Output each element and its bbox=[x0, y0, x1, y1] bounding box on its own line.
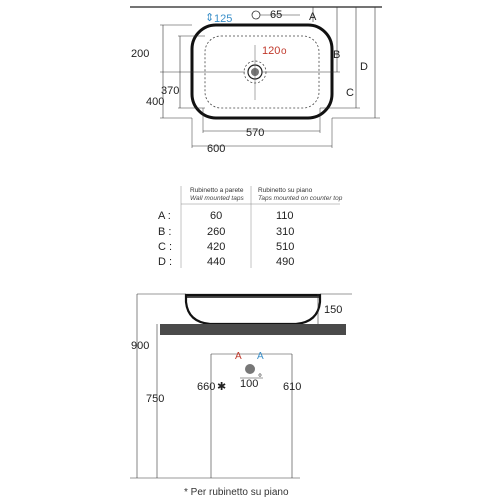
row-wall-value: 440 bbox=[207, 256, 226, 268]
letter-a: A bbox=[309, 11, 317, 23]
dim-counter-height: 750 bbox=[146, 393, 165, 405]
dim-drain-height: 660 bbox=[197, 381, 216, 393]
marker-red: A bbox=[235, 351, 242, 362]
countertop bbox=[160, 324, 346, 335]
marker-blue: A bbox=[257, 351, 264, 362]
asterisk-mark: ✱ bbox=[217, 381, 227, 393]
dim-depth-inner: 370 bbox=[161, 85, 180, 97]
dim-drain-height-b: 610 bbox=[283, 381, 302, 393]
dim-drain-offset: 100 bbox=[240, 378, 259, 390]
row-counter-value: 310 bbox=[276, 226, 295, 238]
table-col1-header: Rubinetto a parete bbox=[190, 187, 244, 194]
dim-tap-blue: 125 bbox=[214, 13, 233, 25]
row-counter-value: 510 bbox=[276, 241, 295, 253]
tap-hole-icon bbox=[252, 11, 260, 19]
table-row bbox=[158, 210, 294, 222]
row-label: D : bbox=[158, 256, 173, 268]
table-row bbox=[158, 256, 294, 268]
dim-inner-red: 120 bbox=[262, 45, 281, 57]
letter-b: B bbox=[333, 49, 341, 61]
up-down-arrow-icon: ⇕ bbox=[205, 12, 215, 24]
dim-total-height: 900 bbox=[131, 340, 150, 352]
row-counter-value: 110 bbox=[276, 210, 294, 222]
drain-outlet bbox=[245, 364, 255, 374]
letter-c: C bbox=[346, 87, 354, 99]
row-label: C : bbox=[158, 241, 173, 253]
row-label: B : bbox=[158, 226, 172, 238]
table-row bbox=[158, 241, 294, 253]
dim-inner-red-sup: o bbox=[281, 46, 287, 57]
dim-depth-partial: 200 bbox=[131, 48, 150, 60]
footnote: * Per rubinetto su piano bbox=[184, 487, 289, 498]
row-counter-value: 490 bbox=[276, 256, 295, 268]
row-wall-value: 260 bbox=[207, 226, 226, 238]
dim-drain-offset-sup: ° bbox=[258, 373, 262, 384]
table-col1-header-en: Wall mounted taps bbox=[190, 195, 244, 202]
table-col2-header: Rubinetto su piano bbox=[258, 187, 313, 194]
dim-width-inner: 570 bbox=[246, 127, 265, 139]
row-wall-value: 420 bbox=[207, 241, 226, 253]
dim-tap-offset: 65 bbox=[270, 9, 283, 21]
dim-width-outer: 600 bbox=[207, 143, 226, 155]
row-label: A : bbox=[158, 210, 171, 222]
dim-depth-outer: 400 bbox=[146, 96, 165, 108]
basin-side-profile bbox=[186, 295, 320, 324]
dim-basin-height: 150 bbox=[324, 304, 343, 316]
row-wall-value: 60 bbox=[210, 210, 223, 222]
table-row bbox=[158, 226, 294, 238]
letter-d: D bbox=[360, 61, 368, 73]
table-col2-header-en: Taps mounted on counter top bbox=[258, 195, 343, 202]
